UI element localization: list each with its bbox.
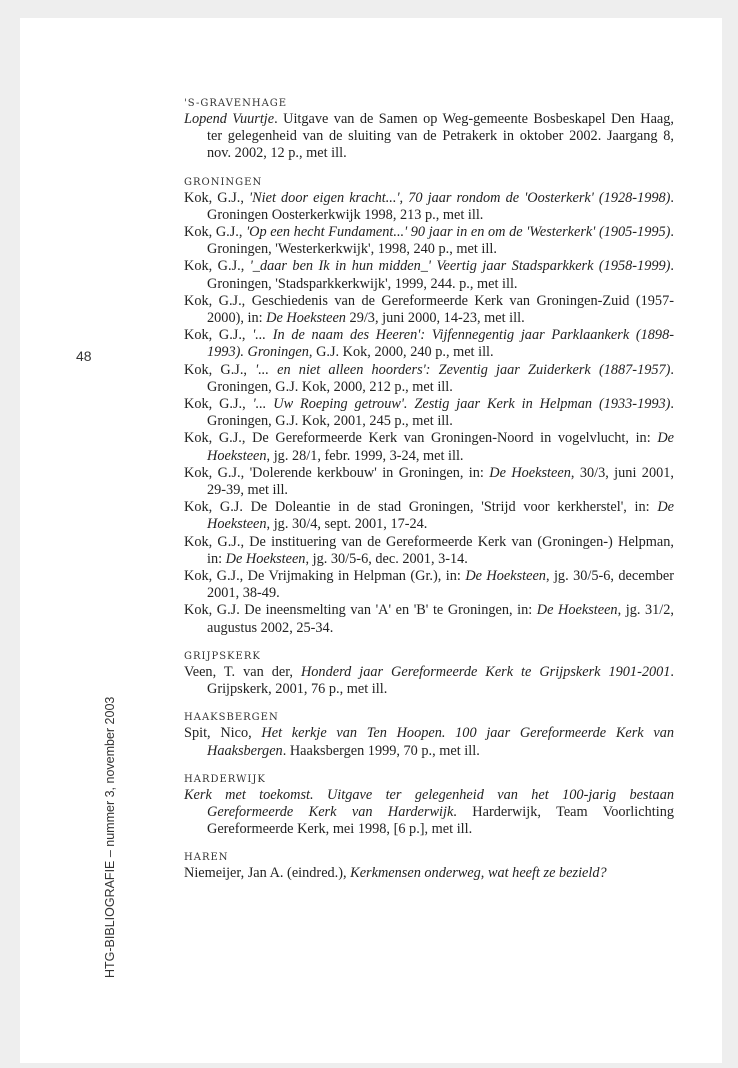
bibliography-entry xyxy=(184,224,674,258)
entry-text: Kok, G.J., xyxy=(184,189,250,206)
entry-text: Veen, T. van der, xyxy=(184,663,301,680)
bibliography-entry xyxy=(184,787,674,839)
running-head: HTG-BIBLIOGRAFIE – nummer 3, november 2003 xyxy=(103,696,117,978)
bibliography-entry xyxy=(184,258,674,292)
entry-text: . Uitgave van de Samen op Weg-gemeente Bosbeskapel Den Haag, ter gelegenheid van de sluiting van de Petrakerk in oktober 2002. Jaargang 8, nov. 2002, 12 p., met ill. xyxy=(207,111,674,162)
section-1 xyxy=(184,177,674,637)
entry-text: Kok, G.J., xyxy=(184,361,256,378)
entry-text: , jg. 30/5-6, dec. 2001, 3-14. xyxy=(305,550,468,567)
entry-text: , 30/3, juni 2001, 29-39, met ill. xyxy=(207,464,674,499)
section-5 xyxy=(184,852,674,882)
bibliography-entry xyxy=(184,664,674,698)
page-number: 48 xyxy=(76,348,92,364)
entry-text: Kok, G.J. De Doleantie in de stad Groningen, 'Strijd voor kerkherstel', in: xyxy=(184,499,658,516)
entry-text: Spit, Nico, xyxy=(184,725,262,742)
entry-title: '... en niet alleen hoorders': Zeventig jaar Zuiderkerk (1887-1957) xyxy=(255,361,671,378)
entry-text: , jg. 30/5-6, december 2001, 38-49. xyxy=(207,568,674,602)
bibliography-content xyxy=(184,98,674,897)
entry-text: Kok, G.J. De ineensmelting van 'A' en 'B' te Groningen, in: xyxy=(184,602,537,619)
entry-text: . Groningen, G.J. Kok, 2001, 245 p., met ill. xyxy=(207,396,674,430)
entry-text: Kok, G.J., xyxy=(184,327,253,344)
entry-text: Kok, G.J., De Gereformeerde Kerk van Groningen-Noord in vogelvlucht, in: xyxy=(184,430,658,447)
place-heading: HAAKSBERGEN xyxy=(184,712,279,724)
entry-text: Kok, G.J., De Vrijmaking in Helpman (Gr.), in: xyxy=(184,568,466,585)
section-0 xyxy=(184,98,674,163)
entry-title: De Hoeksteen xyxy=(536,602,618,619)
entry-text: , jg. 31/2, augustus 2002, 25-34. xyxy=(207,602,674,636)
entry-text: Kok, G.J., xyxy=(184,258,250,275)
entry-text: Kok, G.J., xyxy=(184,396,253,413)
entry-title: Kerkmensen onderweg, wat heeft ze bezield? xyxy=(350,865,607,882)
entry-title: De Hoeksteen xyxy=(266,310,346,327)
entry-title: Lopend Vuurtje xyxy=(184,111,275,127)
entry-text: . Haaksbergen 1999, 70 p., met ill. xyxy=(282,742,480,759)
entry-title: '... Uw Roeping getrouw'. Zestig jaar Kerk in Helpman (1933-1993) xyxy=(252,396,671,413)
entry-title: De Hoeksteen xyxy=(225,550,306,567)
section-3 xyxy=(184,712,674,759)
bibliography-entry xyxy=(184,725,674,759)
entry-text: . Grijpskerk, 2001, 76 p., met ill. xyxy=(207,663,674,698)
entry-title: De Hoeksteen xyxy=(207,430,674,464)
entry-title: 'Op een hecht Fundament...' 90 jaar in en om de 'Westerkerk' (1905-1995) xyxy=(246,224,671,241)
bibliography-entry xyxy=(184,362,674,396)
entry-title: De Hoeksteen xyxy=(489,464,571,481)
entry-title: '... In de naam des Heeren': Vijfennegentig jaar Parklaankerk (1898-1993). Groningen, xyxy=(207,327,674,361)
entry-text: Kok, G.J., 'Dolerende kerkbouw' in Groningen, in: xyxy=(184,464,490,481)
entry-text: Kok, G.J., Geschiedenis van de Gereformeerde Kerk van Groningen-Zuid (1957-2000), in: xyxy=(184,292,674,327)
entry-text: Niemeijer, Jan A. (eindred.), xyxy=(184,865,351,882)
bibliography-entry xyxy=(184,865,674,882)
entry-title: De Hoeksteen xyxy=(207,499,674,533)
entry-title: Honderd jaar Gereformeerde Kerk te Grijpskerk 1901-2001 xyxy=(300,663,671,680)
entry-text: . Groningen, G.J. Kok, 2000, 212 p., met ill. xyxy=(207,361,674,395)
entry-text: . Groningen, 'Stadsparkkerkwijk', 1999, 244. p., met ill. xyxy=(207,258,674,292)
page xyxy=(20,18,722,1063)
bibliography-entry xyxy=(184,534,674,568)
entry-text: , jg. 28/1, febr. 1999, 3-24, met ill. xyxy=(266,447,464,464)
bibliography-entry xyxy=(184,430,674,464)
entry-title: Het kerkje van Ten Hoopen. 100 jaar Gereformeerde Kerk van Haaksbergen xyxy=(207,725,674,759)
entry-text: . Harderwijk, Team Voorlichting Gereformeerde Kerk, mei 1998, [6 p.], met ill. xyxy=(207,803,674,838)
bibliography-entry xyxy=(184,465,674,499)
bibliography-entry xyxy=(184,499,674,533)
bibliography-entry xyxy=(184,293,674,327)
place-heading: GRIJPSKERK xyxy=(184,650,261,662)
entry-text: . Groningen, 'Westerkerkwijk', 1998, 240 p., met ill. xyxy=(207,224,674,258)
entry-title: Kerk met toekomst. Uitgave ter gelegenheid van het 100-jarig bestaan Gereformeerde Kerk van Harderwijk xyxy=(184,786,674,820)
bibliography-entry xyxy=(184,602,674,636)
bibliography-entry xyxy=(184,190,674,224)
entry-text: . Groningen Oosterkerkwijk 1998, 213 p., met ill. xyxy=(207,189,674,223)
entry-text: 29/3, juni 2000, 14-23, met ill. xyxy=(345,310,525,327)
entry-title: 'Niet door eigen kracht...', 70 jaar rondom de 'Oosterkerk' (1928-1998) xyxy=(249,189,671,206)
section-4 xyxy=(184,774,674,839)
bibliography-entry xyxy=(184,327,674,361)
section-2 xyxy=(184,651,674,698)
bibliography-entry xyxy=(184,396,674,430)
bibliography-entry xyxy=(184,111,674,163)
place-heading: HARDERWIJK xyxy=(184,773,266,785)
bibliography-entry xyxy=(184,568,674,602)
entry-text: Kok, G.J., De instituering van de Gereformeerde Kerk van (Groningen-) Helpman, in: xyxy=(184,533,674,567)
place-heading: GRONINGEN xyxy=(184,176,263,188)
place-heading: 'S-GRAVENHAGE xyxy=(184,98,288,109)
entry-title: De Hoeksteen xyxy=(465,568,546,585)
entry-text: , jg. 30/4, sept. 2001, 17-24. xyxy=(266,516,428,533)
place-heading: HAREN xyxy=(184,852,229,864)
entry-title: '_daar ben Ik in hun midden_' Veertig jaar Stadsparkkerk (1958-1999) xyxy=(249,258,671,275)
entry-text: Kok, G.J., xyxy=(184,224,247,241)
entry-text: G.J. Kok, 2000, 240 p., met ill. xyxy=(312,344,494,361)
